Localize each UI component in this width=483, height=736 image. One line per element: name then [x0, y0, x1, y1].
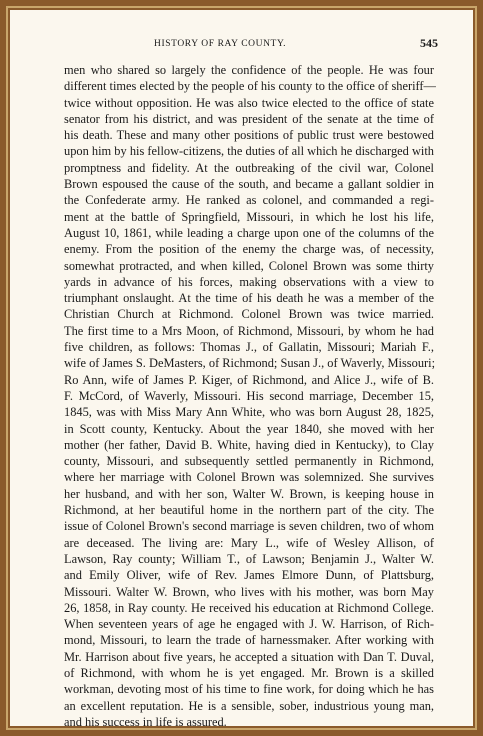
- body-text: [64, 62, 434, 730]
- text-line: Brown espoused the cause of the south, and became a gallant soldier in: [64, 177, 434, 192]
- text-line: his death. These and many other positions of public trust were bestowed: [64, 128, 434, 143]
- text-line: 1845, was with Miss Mary Ann White, who was born August 28, 1825,: [64, 405, 434, 420]
- text-line: Lawson, Ray county; William T., of Lawson; Benjamin J., Walter W.: [64, 551, 434, 566]
- text-line: different times elected by the people of his county to the office of sheriff—: [64, 79, 436, 94]
- text-line: Richmond, at her beautiful home in the northern part of the city. The: [64, 503, 434, 518]
- page-number: 545: [420, 36, 438, 50]
- text-line: Missouri. Walter W. Brown, who lives with his mother, was born May: [64, 584, 434, 599]
- text-line: When seventeen years of age he engaged with J. W. Harrison, of Rich-: [64, 617, 434, 632]
- text-line: upon him by his fellow-citizens, the duties of all which he discharged with: [64, 144, 434, 159]
- text-line: promptness and fidelity. At the outbreaking of the civil war, Colonel: [64, 160, 434, 175]
- text-line: an excellent reputation. He is a sensible, sober, industrious young man,: [64, 698, 434, 713]
- text-line: mother (her father, David B. White, having died in Kentucky), to Clay: [64, 437, 434, 452]
- text-line: yards in advance of his forces, making observations with a view to: [64, 274, 434, 289]
- text-line: five children, as follows: Thomas J., of Gallatin, Missouri; Mariah F.,: [64, 340, 434, 355]
- text-line: Ro Ann, wife of James P. Kiger, of Richmond, and Alice J., wife of B.: [64, 372, 434, 387]
- text-line: Christian Church at Richmond. Colonel Brown was twice married.: [64, 307, 434, 322]
- text-line: The first time to a Mrs Moon, of Richmond, Missouri, by whom he had: [64, 323, 434, 338]
- text-line: somewhat protracted, and when killed, Colonel Brown was some thirty: [64, 258, 434, 273]
- text-line: men who shared so largely the confidence of the people. He was four: [64, 63, 434, 77]
- text-line: her husband, and with her son, Walter W. Brown, is keeping house in: [64, 486, 434, 501]
- text-line: in Scott county, Kentucky. About the year 1840, she moved with her: [64, 421, 434, 436]
- text-line: workman, devoting most of his time to fine work, for doing which he has: [64, 682, 434, 697]
- text-line: where her marriage with Colonel Brown was solemnized. She survives: [64, 470, 434, 485]
- text-line: triumphant onslaught. At the time of his death he was a member of the: [64, 291, 434, 306]
- page-header: [64, 36, 438, 56]
- text-line: ment at the battle of Springfield, Missouri, in which he lost his life,: [64, 209, 434, 224]
- running-head: HISTORY OF RAY COUNTY.: [154, 39, 287, 49]
- text-line: are deceased. The living are: Mary L., wife of Wesley Allison, of: [64, 535, 434, 550]
- text-line: twice without opposition. He was also twice elected to the office of state: [64, 95, 434, 110]
- text-line: 26, 1858, in Ray county. He received his education at Richmond College.: [64, 600, 434, 615]
- text-line: the Confederate army. He ranked as colonel, and commanded a regi-: [64, 193, 434, 208]
- book-page: [64, 36, 438, 730]
- text-line: mond, Missouri, to learn the trade of harnessmaker. After working with: [64, 633, 434, 648]
- text-line: issue of Colonel Brown's second marriage is seven children, two of whom: [64, 519, 434, 534]
- text-line: of Richmond, with whom he is yet engaged. Mr. Brown is a skilled: [64, 665, 434, 680]
- text-line: wife of James S. DeMasters, of Richmond; Susan J., of Waverly, Missouri;: [64, 356, 436, 371]
- text-line: August 10, 1861, while leading a charge upon one of the columns of the: [64, 225, 434, 240]
- text-line: senator from his district, and was president of the senate at the time of: [64, 111, 434, 126]
- text-line: and his success in life is assured.: [64, 714, 227, 729]
- text-line: enemy. From the position of the enemy the charge was, of necessity,: [64, 242, 434, 257]
- text-line: F. McCord, of Waverly, Missouri. His second marriage, December 15,: [64, 388, 434, 403]
- text-line: Mr. Harrison about five years, he accepted a situation with Dan T. Duval,: [64, 649, 434, 664]
- text-line: and Emily Oliver, wife of Rev. James Elmore Dunn, of Plattsburg,: [64, 568, 434, 583]
- text-line: county, Missouri, and subsequently settled permanently in Richmond,: [64, 454, 434, 469]
